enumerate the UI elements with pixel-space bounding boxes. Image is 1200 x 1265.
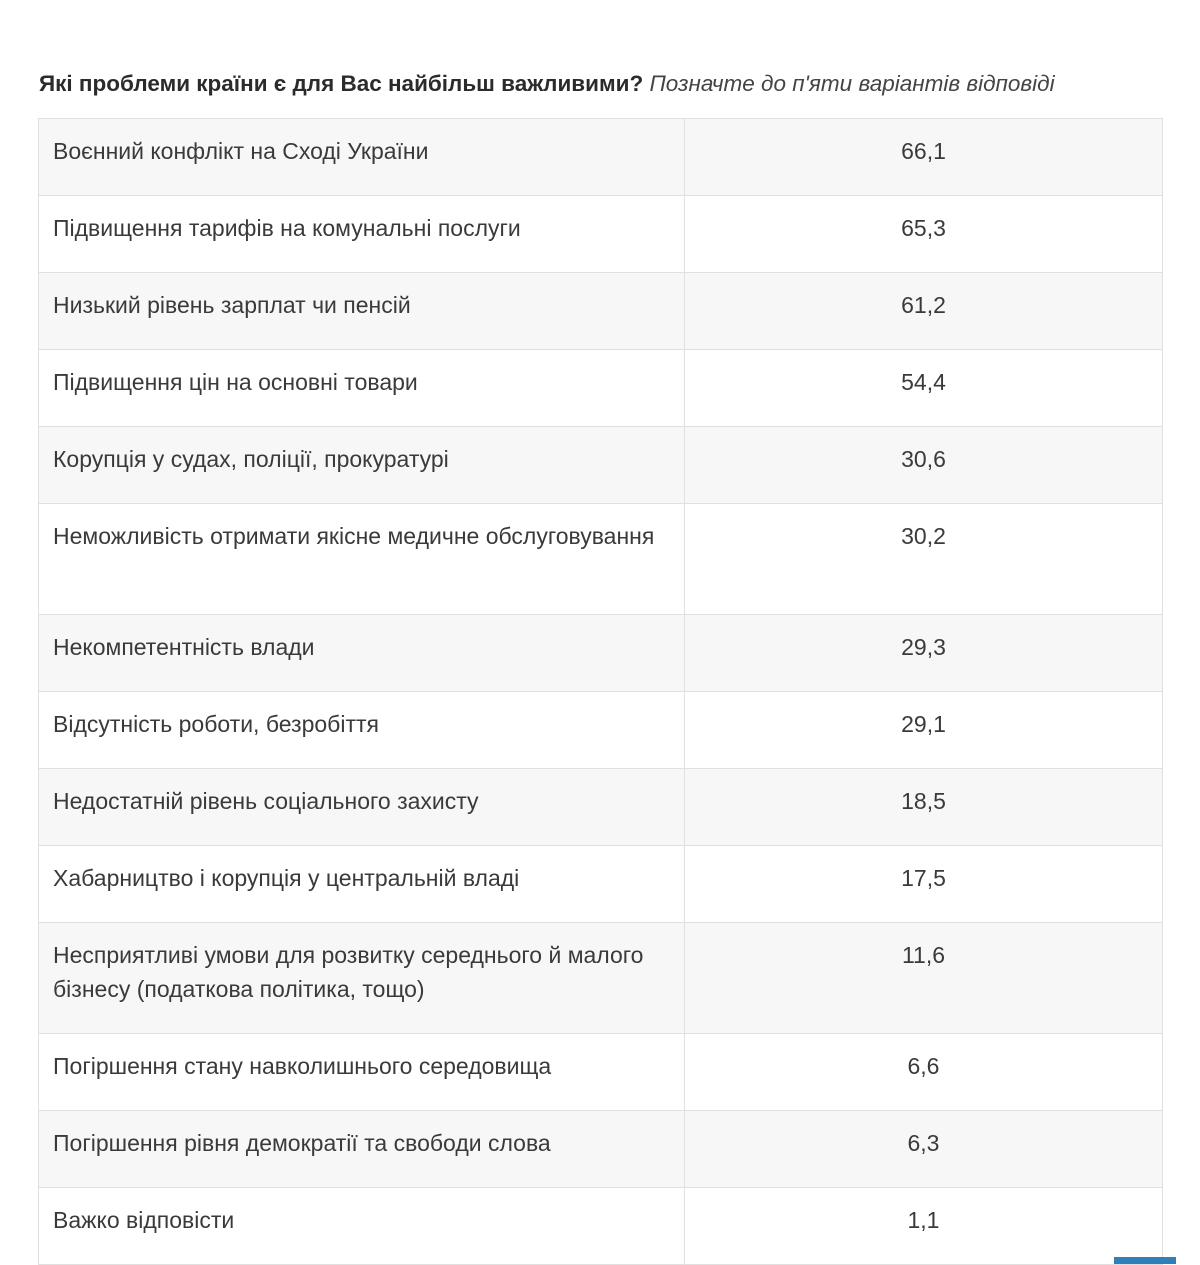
table-row — [39, 427, 1163, 504]
scroll-to-top-tab[interactable] — [1114, 1257, 1176, 1264]
question-hint: Позначте до п'яти варіантів відповіді — [649, 71, 1055, 96]
table-row — [39, 846, 1163, 923]
row-value: 30,2 — [685, 504, 1163, 615]
row-value: 65,3 — [685, 196, 1163, 273]
row-value: 30,6 — [685, 427, 1163, 504]
table-row — [39, 1111, 1163, 1188]
row-label: Погіршення рівня демократії та свободи слова — [39, 1111, 685, 1188]
row-value: 54,4 — [685, 350, 1163, 427]
survey-question-heading — [39, 68, 1179, 100]
row-label: Некомпетентність влади — [39, 615, 685, 692]
row-label: Підвищення цін на основні товари — [39, 350, 685, 427]
table-row — [39, 1188, 1163, 1265]
table-row — [39, 769, 1163, 846]
row-label: Неможливість отримати якісне медичне обслуговування — [39, 504, 685, 615]
table-row — [39, 350, 1163, 427]
row-label: Недостатній рівень соціального захисту — [39, 769, 685, 846]
row-value: 6,6 — [685, 1034, 1163, 1111]
row-value: 29,3 — [685, 615, 1163, 692]
row-label: Корупція у судах, поліції, прокуратурі — [39, 427, 685, 504]
row-value: 61,2 — [685, 273, 1163, 350]
table-row — [39, 692, 1163, 769]
row-value: 66,1 — [685, 119, 1163, 196]
row-label: Підвищення тарифів на комунальні послуги — [39, 196, 685, 273]
row-label: Відсутність роботи, безробіття — [39, 692, 685, 769]
survey-results-table — [38, 118, 1163, 1265]
table-row — [39, 119, 1163, 196]
row-label: Несприятливі умови для розвитку середнього й малого бізнесу (податкова політика, тощо) — [39, 923, 685, 1034]
row-label: Низький рівень зарплат чи пенсій — [39, 273, 685, 350]
table-row — [39, 1034, 1163, 1111]
row-label: Хабарництво і корупція у центральній владі — [39, 846, 685, 923]
row-value: 17,5 — [685, 846, 1163, 923]
row-value: 18,5 — [685, 769, 1163, 846]
table-row — [39, 504, 1163, 615]
table-row — [39, 273, 1163, 350]
row-value: 6,3 — [685, 1111, 1163, 1188]
row-value: 29,1 — [685, 692, 1163, 769]
row-label: Важко відповісти — [39, 1188, 685, 1265]
question-text: Які проблеми країни є для Вас найбільш важливими? — [39, 71, 644, 96]
table-row — [39, 923, 1163, 1034]
row-label: Погіршення стану навколишнього середовища — [39, 1034, 685, 1111]
row-value: 1,1 — [685, 1188, 1163, 1265]
table-row — [39, 196, 1163, 273]
table-row — [39, 615, 1163, 692]
row-value: 11,6 — [685, 923, 1163, 1034]
row-label: Воєнний конфлікт на Сході України — [39, 119, 685, 196]
